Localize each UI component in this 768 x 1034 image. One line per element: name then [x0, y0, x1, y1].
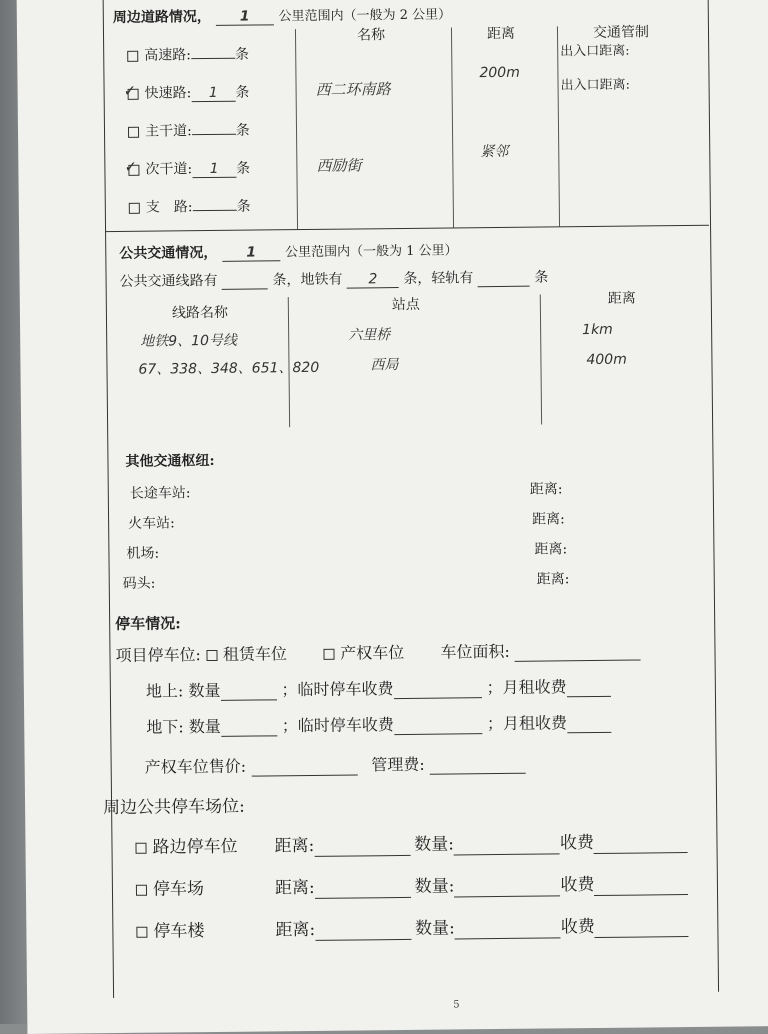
rent-checkbox[interactable]	[206, 650, 217, 661]
pp-qty-field[interactable]	[454, 833, 560, 855]
parking-project-label: 项目停车位:	[115, 645, 202, 666]
parking-sale-row	[145, 751, 526, 778]
public-parking-checkbox[interactable]	[136, 885, 147, 896]
ground-monthly-field[interactable]	[566, 677, 610, 697]
public-parking-option-label: 路边停车位	[152, 836, 238, 858]
roads-radius: 1	[216, 8, 274, 26]
parking-mgmt-label: 管理费:	[371, 754, 425, 775]
road-type-label: 次干道:	[145, 161, 193, 178]
under-temp-fee-field[interactable]	[394, 714, 482, 735]
hub-label: 火车站:	[128, 515, 175, 532]
roads-range-text: 公里范围内（一般为 2 公里）	[278, 7, 452, 25]
public-parking-title: 周边公共停车场位:	[103, 796, 245, 819]
under-temp-fee-label: ；临时停车收费	[281, 715, 394, 736]
pp-qty-label: 数量:	[415, 918, 455, 939]
road-unit: 条	[234, 46, 250, 63]
transit-header-label: 公共交通情况，	[119, 244, 218, 262]
metro-unit: 条，轻轨有	[403, 270, 474, 287]
road-row	[123, 81, 250, 103]
hub-distance-label: 距离:	[536, 571, 570, 588]
public-parking-checkbox[interactable]	[135, 843, 146, 854]
road-row	[129, 196, 251, 217]
pp-fee-label: 收费	[560, 875, 595, 896]
pp-distance-label: 距离:	[274, 877, 315, 899]
metro-count: 2	[347, 271, 399, 289]
roads-header	[113, 3, 451, 27]
road-row	[128, 120, 250, 141]
pp-qty-field[interactable]	[454, 875, 560, 897]
transit-row2-line: 67、338、348、651、820	[138, 359, 320, 378]
under-monthly-field[interactable]	[567, 713, 611, 733]
roads-col-distance: 距离	[486, 25, 516, 43]
road-count[interactable]: 1	[192, 161, 236, 178]
owned-option-label: 产权车位	[340, 642, 405, 663]
hub-label: 长途车站:	[129, 485, 191, 502]
ground-monthly-label: ；月租收费	[486, 677, 567, 698]
check-mark-icon: ✓	[124, 157, 138, 176]
hub-distance-label: 距离:	[532, 511, 565, 528]
form-page	[17, 0, 768, 1034]
parking-area-field[interactable]	[515, 641, 641, 662]
road-count[interactable]	[193, 210, 237, 211]
road-count[interactable]	[192, 134, 236, 135]
road-unit: 条	[236, 160, 251, 177]
road-unit: 条	[235, 122, 250, 139]
road-row	[124, 157, 251, 179]
parking-sale-label: 产权车位售价:	[144, 756, 247, 777]
ground-temp-fee-label: ；临时停车收费	[281, 679, 394, 700]
transit-row2-distance: 400m	[586, 351, 627, 369]
parking-sale-field[interactable]	[251, 755, 357, 776]
road-distance: 200m	[479, 64, 520, 82]
road-type-label: 高速路:	[144, 47, 192, 64]
hub-label: 机场:	[126, 545, 160, 562]
road-count[interactable]: 1	[191, 85, 235, 102]
public-parking-option-label: 停车楼	[153, 921, 205, 942]
light-unit: 条	[534, 269, 549, 286]
transit-row1-distance: 1km	[582, 321, 613, 339]
road-distance: 紧邻	[480, 143, 509, 161]
transit-col-distance: 距离	[607, 290, 636, 307]
pp-distance-label: 距离:	[275, 919, 316, 941]
check-mark-icon: ✓	[123, 81, 137, 100]
pp-qty-label: 数量:	[414, 876, 455, 897]
transit-radius: 1	[222, 244, 280, 262]
hubs-title: 其他交通枢纽:	[125, 452, 215, 470]
road-count[interactable]	[191, 58, 235, 59]
road-name: 西二环南路	[315, 80, 391, 99]
pp-qty-field[interactable]	[455, 917, 561, 939]
pp-fee-label: 收费	[560, 917, 595, 938]
hub-label: 码头:	[122, 575, 156, 592]
pp-distance-field[interactable]	[315, 919, 411, 941]
parking-area-label: 车位面积:	[440, 641, 510, 662]
hub-distance-label: 距离:	[529, 481, 563, 498]
ground-qty-field[interactable]	[220, 680, 276, 701]
transit-header	[119, 239, 457, 263]
parking-mgmt-field[interactable]	[430, 754, 526, 775]
pp-distance-label: 距离:	[274, 835, 315, 857]
road-unit: 条	[236, 198, 251, 215]
public-parking-checkbox[interactable]	[136, 927, 147, 938]
road-type-label: 支 路:	[145, 199, 193, 216]
road-row	[127, 44, 249, 65]
transit-lines-prefix: 公共交通线路有	[119, 272, 218, 290]
roads-col-name: 名称	[356, 27, 386, 44]
parking-title: 停车情况:	[115, 614, 181, 634]
transit-col-station: 站点	[391, 296, 420, 314]
ground-qty-label: 数量	[188, 680, 221, 701]
transit-row2-station: 西局	[370, 357, 399, 374]
transit-range-text: 公里范围内（一般为 1 公里）	[284, 243, 458, 261]
roads-header-label: 周边道路情况，	[112, 8, 211, 27]
owned-checkbox[interactable]	[323, 649, 334, 660]
pp-fee-field[interactable]	[594, 832, 688, 854]
pp-fee-label: 收费	[559, 833, 595, 854]
pp-distance-field[interactable]	[314, 835, 410, 857]
parking-ground-row	[146, 674, 611, 702]
road-checkbox[interactable]	[127, 50, 138, 61]
parking-under-row	[146, 710, 611, 738]
roads-col-control: 交通管制	[592, 24, 650, 41]
parking-ground-label: 地上:	[145, 681, 184, 701]
rent-option-label: 租赁车位	[222, 644, 288, 664]
transit-col-line: 线路名称	[171, 304, 229, 322]
road-name: 西励街	[316, 156, 362, 175]
ground-temp-fee-field[interactable]	[393, 678, 481, 699]
transit-row1-station: 六里桥	[348, 327, 391, 344]
road-unit: 条	[235, 84, 250, 101]
road-type-label: 快速路:	[144, 85, 192, 102]
pp-fee-field[interactable]	[594, 874, 688, 896]
transit-row1-line: 地铁9、10号线	[140, 332, 238, 350]
pp-fee-field[interactable]	[595, 916, 689, 938]
under-monthly-label: ；月租收费	[486, 713, 568, 734]
road-checkbox[interactable]	[128, 126, 139, 137]
under-qty-field[interactable]	[221, 716, 277, 737]
road-checkbox[interactable]	[129, 202, 140, 213]
road-type-label: 主干道:	[144, 123, 192, 140]
page-number: 5	[453, 999, 460, 1011]
parking-under-label: 地下:	[146, 717, 184, 737]
control-entry-2: 出入口距离:	[560, 77, 631, 94]
public-parking-option-label: 停车场	[152, 879, 205, 900]
pp-qty-label: 数量:	[414, 834, 455, 855]
control-entry-1: 出入口距离:	[560, 43, 630, 60]
pp-distance-field[interactable]	[315, 877, 411, 899]
hub-distance-label: 距离:	[534, 541, 568, 558]
transit-lines-unit: 条，地铁有	[272, 271, 343, 289]
under-qty-label: 数量	[188, 716, 221, 737]
